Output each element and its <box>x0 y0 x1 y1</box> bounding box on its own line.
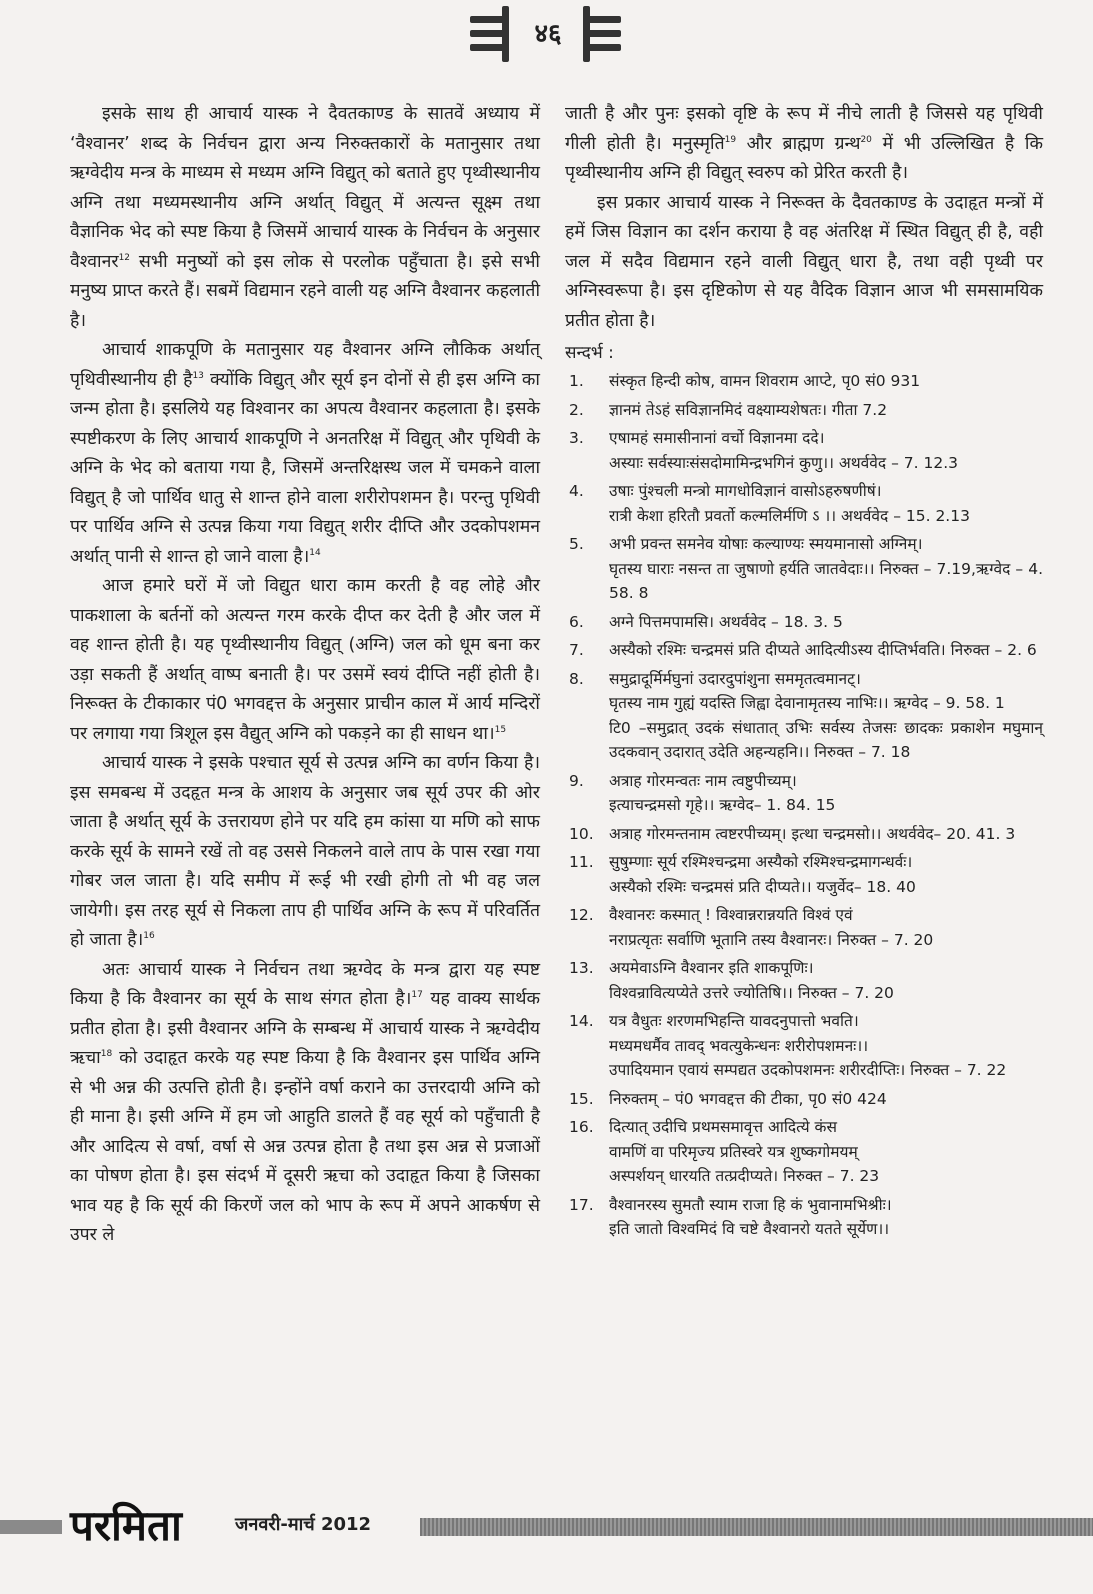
footnote-marker: 13 <box>192 370 204 381</box>
reference-item <box>565 479 1043 528</box>
reference-text: विश्वन्रावित्यप्येते उत्तरे ज्योतिषि।। निरुक्त – 7. 20 <box>609 983 894 1002</box>
footnote-marker: 18 <box>100 1049 113 1060</box>
reference-text: घृतस्य घाराः नसन्त ता जुषाणो हर्यति जातवेदाः।। निरुक्त – 7.19,ऋग्वेद – 4. 58. 8 <box>609 559 1043 602</box>
body-paragraph <box>70 336 540 572</box>
paragraph-text: इस प्रकार आचार्य यास्क ने निरूक्त के दैवतकाण्ड के उदाहृत मन्त्रों में हमें जिस विज्ञान का दर्शन कराया है वह अंतरिक्ष में स्थित विद्युत् ही है, वही जल में सदैव विद्यमान रहने वाली विद्युत् धारा है, तथा वही पृथ्वी पर अग्निस्वरूपा है। इस दृष्टिकोण से यह वैदिक विज्ञान आज भी समसामयिक प्रतीत होता है। <box>565 192 1043 331</box>
reference-text: अस्याः सर्वस्याःसंसदोमामिन्द्रभगिनं कुणु।। अथर्ववेद – 7. 12.3 <box>609 453 958 472</box>
reference-text: घृतस्य नाम गुह्यं यदस्ति जिह्वा देवानामृतस्य नाभिः।। ऋग्वेद – 9. 58. 1 <box>609 694 1005 712</box>
issue-date: जनवरी-मार्च 2012 <box>235 1514 372 1535</box>
references-list <box>565 369 1043 1242</box>
reference-text: सुषुम्णाः सूर्य रश्मिश्चन्द्रमा अस्यैको रश्मिश्चन्द्रमागन्धर्वः। <box>609 853 913 871</box>
reference-text: वैश्वानरस्य सुमतौ स्याम राजा हि कं भुवानामभिश्रीः। <box>609 1195 892 1214</box>
reference-item <box>565 1009 1043 1083</box>
footnote-marker: 16 <box>143 931 155 942</box>
reference-item <box>565 638 1043 663</box>
reference-item <box>565 769 1043 818</box>
reference-number: 2. <box>569 400 584 419</box>
paragraph-text: जाती है और पुनः इसको वृष्टि के रूप में नीचे लाती है जिससे यह पृथिवी गीली होती है। मनुस्मृति <box>565 104 1043 154</box>
reference-text: संस्कृत हिन्दी कोष, वामन शिवराम आप्टे, पृ0 सं0 931 <box>609 372 921 390</box>
reference-number: 14. <box>569 1012 594 1030</box>
reference-text: इति जातो विश्वमिदं वि चष्टे वैश्वानरो यतते सूर्येण।। <box>609 1220 890 1238</box>
footer-bar-right <box>420 1518 1093 1536</box>
reference-number: 11. <box>569 853 594 871</box>
footnote-marker: 12 <box>118 252 131 263</box>
reference-number: 10. <box>569 824 594 843</box>
body-paragraph <box>70 100 540 336</box>
reference-item <box>565 369 1043 394</box>
reference-item <box>565 850 1043 899</box>
magazine-title: परमिता <box>70 1501 182 1550</box>
header-ornament-right <box>583 6 623 62</box>
reference-text: यत्र वैधुतः शरणमभिहन्ति यावदनुपात्तो भवति। <box>609 1012 859 1030</box>
reference-text: ज्ञानमं तेऽहं सविज्ञानमिदं वक्ष्याम्यशेषतः। गीता 7.2 <box>609 400 888 419</box>
paragraph-text: यह वाक्य सार्थक प्रतीत होता है। इसी वैश्वानर अग्नि के सम्बन्ध में आचार्य यास्क ने ऋग्वेदीय ऋचा <box>70 989 540 1068</box>
body-paragraph <box>70 749 540 956</box>
body-paragraph <box>565 189 1043 337</box>
reference-item <box>565 903 1043 952</box>
reference-text: एषामहं समासीनानां वर्चो विज्ञानमा ददे। <box>609 429 825 447</box>
paragraph-text: और ब्राह्मण ग्रन्थ <box>736 133 861 154</box>
reference-text: निरुक्तम् – पं0 भगवद्दत्त की टीका, पृ0 सं0 424 <box>609 1089 887 1108</box>
page-number: ४६ <box>534 19 562 49</box>
reference-text: अस्पर्शयन् धारयति तत्प्रदीप्यते। निरुक्त – 7. 23 <box>609 1167 880 1185</box>
reference-item <box>565 956 1043 1005</box>
reference-text: मध्यमधर्मैव तावद् भवत्युकेन्धनः शरीरोपशमनः।। <box>609 1036 869 1055</box>
reference-number: 16. <box>569 1118 594 1136</box>
right-column-paragraphs <box>565 100 1043 336</box>
reference-text: अस्यैको रश्मिः चन्द्रमसं प्रति दीप्यते आदित्यीऽस्य दीप्तिर्भवति। निरुक्त – 2. 6 <box>609 641 1037 659</box>
body-paragraph <box>565 100 1043 189</box>
paragraph-text: इसके साथ ही आचार्य यास्क ने दैवतकाण्ड के सातवें अध्याय में ‘वैश्वानर’ शब्द के निर्वचन द्वारा अन्य निरुक्तकारों के मतानुसार तथा ऋग्वेदीय मन्त्र के माध्यम से मध्यम अग्नि विद्युत् को बताते हुए पृथ्वीस्थानीय अग्नि तथा मध्यमस्थानीय अग्नि अर्थात् विद्युत् में अत्यन्त सूक्ष्म तथा वैज्ञानिक भेद को स्पष्ट किया है जिसमें आचार्य यास्क के निर्वचन के अनुसार वैश्वानर <box>70 104 540 272</box>
footnote-marker: 17 <box>411 990 423 1001</box>
reference-item <box>565 426 1043 475</box>
reference-number: 17. <box>569 1195 594 1214</box>
reference-number: 3. <box>569 429 584 447</box>
reference-text: इत्याचन्द्रमसो गृहे।। ऋग्वेद– 1. 84. 15 <box>609 796 836 814</box>
footnote-marker: 20 <box>860 134 872 145</box>
reference-text: उषाः पुंश्चली मन्त्रो मागधोविज्ञानं वासोऽहरुषणीषं। <box>609 482 882 500</box>
reference-item <box>565 1193 1043 1242</box>
reference-text: समुद्रादूर्मिर्मघुनां उदारदुपांशुना सममृतत्वमानट्। <box>609 669 861 688</box>
reference-text: टि0 –समुद्रात् उदकं संधातात् उभिः सर्वस्य तेजसः छादकः प्रकाशेन मघुमान् उदकवान् उदारात् उदेति अहन्यहनि।। निरुक्त – 7. 18 <box>609 718 1043 761</box>
paragraph-text: आज हमारे घरों में जो विद्युत धारा काम करती है वह लोहे और पाकशाला के बर्तनों को अत्यन्त गरम करके दीप्त कर देती है और जल में वह शान्त होती है। यह पृथ्वीस्थानीय विद्युत् (अग्नि) जल को धूम बना कर उड़ा सकती हैं अर्थात् वाष्प बनाती है। पर उसमें स्वयं दीप्ति नहीं होती है। निरूक्त के टीकाकार पं0 भगवद्दत्त के अनुसार प्राचीन काल में आर्य मन्दिरों पर लगाया गया त्रिशूल इस वैद्युत् अग्नि को पकड़ने का ही साधन था। <box>70 576 540 744</box>
reference-text: दित्यात् उदीचि प्रथमसमावृत्त आदित्ये कंस <box>609 1118 837 1136</box>
reference-number: 8. <box>569 669 584 688</box>
reference-number: 7. <box>569 641 584 659</box>
header-ornament-left <box>470 6 510 62</box>
reference-text: अग्ने पित्तमपामसि। अथर्ववेद – 18. 3. 5 <box>609 612 843 631</box>
reference-text: रात्री केशा हरितौ प्रवर्तो कल्मलिर्मणि ऽ ।। अथर्ववेद – 15. 2.13 <box>609 506 970 525</box>
reference-number: 6. <box>569 612 584 631</box>
footnote-marker: 15 <box>494 724 507 735</box>
reference-text: वामणिं वा परिमृज्य प्रतिस्वरे यत्र शुष्कगोमयम् <box>609 1142 858 1161</box>
reference-text: उपादियमान एवायं सम्पद्यत उदकोपशमनः शरीरदीप्तिः। निरुक्त – 7. 22 <box>609 1061 1007 1079</box>
reference-item <box>565 667 1043 765</box>
reference-text: अभी प्रवन्त समनेव योषाः कल्याण्यः स्मयमानासो अग्निम्। <box>609 535 923 553</box>
reference-item <box>565 822 1043 847</box>
reference-number: 15. <box>569 1089 594 1108</box>
reference-number: 9. <box>569 771 584 790</box>
right-column <box>565 100 1043 1246</box>
reference-item <box>565 398 1043 423</box>
reference-text: अस्यैको रश्मिः चन्द्रमसं प्रति दीप्यते।। यजुर्वेद– 18. 40 <box>609 877 916 896</box>
reference-text: अयमेवाऽग्नि वैश्वानर इति शाकपूणिः। <box>609 959 814 977</box>
paragraph-text: अतः आचार्य यास्क ने निर्वचन तथा ऋग्वेद के मन्त्र द्वारा यह स्पष्ट किया है कि वैश्वानर का सूर्य के साथ संगत होता है। <box>70 959 540 1009</box>
references-heading: सन्दर्भ : <box>565 343 614 363</box>
body-paragraph <box>70 956 540 1251</box>
paragraph-text: आचार्य शाकपूणि के मतानुसार यह वैश्वानर अग्नि लौकिक अर्थात् पृथिवीस्थानीय ही है <box>70 340 540 390</box>
paragraph-text: को उदाहृत करके यह स्पष्ट किया है कि वैश्वानर इस पार्थिव अग्नि से भी अन्न की उत्पत्ति होती है। इन्होंने वर्षा कराने का उत्तरदायी अग्नि को ही माना है। इसी अग्नि में हम जो आहुति डालते हैं वह सूर्य को पहुँचाती है और आदित्य से वर्षा, वर्षा से अन्न उत्पन्न होता है तथा इस अन्न से प्रजाओं का पोषण होता है। इस संदर्भ में दूसरी ऋचा को उदाहृत किया है जिसका भाव यह है कि सूर्य की किरणें जल को भाप के रूप में अपने आकर्षण से उपर ले <box>70 1048 540 1245</box>
footnote-marker: 19 <box>724 134 737 145</box>
body-paragraph <box>70 572 540 749</box>
reference-item <box>565 610 1043 635</box>
reference-number: 4. <box>569 482 584 500</box>
paragraph-text: में भी उल्लिखित है कि पृथ्वीस्थानीय अग्नि ही विद्युत् स्वरुप को प्रेरित करती है। <box>565 133 1043 183</box>
footer-bar-left <box>0 1520 62 1534</box>
reference-number: 12. <box>569 906 594 924</box>
footnote-marker: 14 <box>309 547 321 558</box>
reference-item <box>565 1115 1043 1189</box>
reference-text: वैश्वानरः कस्मात् ! विश्वान्नरान्नयति विश्वं एवं <box>609 906 853 924</box>
page-header <box>0 6 1093 66</box>
left-column <box>70 100 540 1251</box>
reference-text: नराप्रत्यृतः सर्वाणि भूतानि तस्य वैश्वानरः। निरुक्त – 7. 20 <box>609 930 934 949</box>
reference-number: 1. <box>569 372 584 390</box>
paragraph-text: सभी मनुष्यों को इस लोक से परलोक पहुँचाता है। इसे सभी मनुष्य प्राप्त करते हैं। सबमें विद्यमान रहने वाली यह अग्नि वैश्वानर कहलाती है। <box>70 251 540 331</box>
page-footer <box>0 1496 1093 1566</box>
paragraph-text: आचार्य यास्क ने इसके पश्चात सूर्य से उत्पन्न अग्नि का वर्णन किया है। इस समबन्ध में उदहृत मन्त्र के आशय के अनुसार जब सूर्य उपर की ओर जाता है अर्थात् सूर्य के उत्तरायण होने पर यदि हम कांसा या मणि को साफ करके सूर्य के सामने रखें तो वह उससे निकलने वाले ताप के पास रखा गया गोबर जल जाता है। यदि समीप में रूई भी रखी होगी तो भी वह जल जायेगी। इस तरह सूर्य से निकला ताप ही पार्थिव अग्नि के रूप में परिवर्तित हो जाता है। <box>70 753 540 950</box>
reference-item <box>565 1087 1043 1112</box>
reference-number: 5. <box>569 535 584 553</box>
reference-number: 13. <box>569 959 594 977</box>
reference-text: अत्राह गोरमन्वतः नाम त्वष्टुपीच्यम्। <box>609 771 797 790</box>
paragraph-text: क्योंकि विद्युत् और सूर्य इन दोनों से ही इस अग्नि का जन्म होता है। इसलिये यह विश्वानर का अपत्य वैश्वानर कहलाता है। इसके स्पष्टीकरण के लिए आचार्य शाकपूणि ने अनतरिक्ष में विद्युत् और पृथिवी के अग्नि के भेद को बताया गया है, जिसमें अन्तरिक्षस्थ जल में चमकने वाला विद्युत् है जो पार्थिव धातु से शान्त होने वाला शरीरोपशमन है। परन्तु पृथिवी पर पार्थिव अग्नि से उत्पन्न किया गया विद्युत् शरीर दीप्ति और उदकोपशमन अर्थात् पानी से शान्त हो जाने वाला है। <box>70 369 540 567</box>
reference-text: अत्राह गोरमन्तनाम त्वष्टरपीच्यम्। इत्था चन्द्रमसो।। अथर्ववेद– 20. 41. 3 <box>609 824 1016 843</box>
reference-item <box>565 532 1043 606</box>
